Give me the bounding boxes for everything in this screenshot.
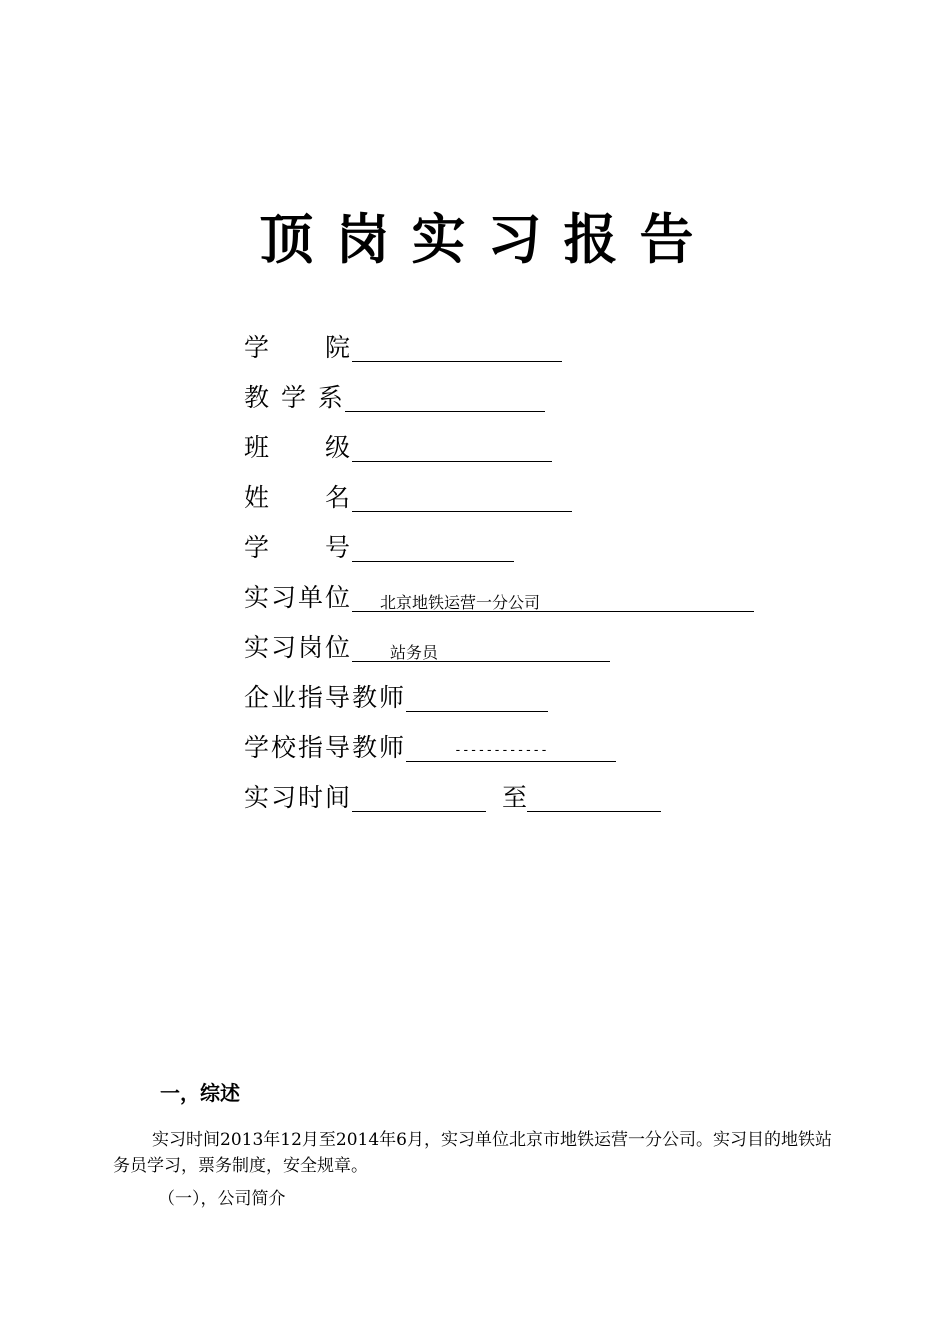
field-label-class: 班 级 [244, 433, 353, 462]
field-value-school-mentor: ------------ [454, 743, 548, 758]
section-heading-overview: 一，综述 [160, 1081, 240, 1105]
field-line-name [352, 481, 572, 512]
field-college [244, 328, 562, 368]
field-label-period-to: 至 [502, 783, 528, 812]
field-label-college: 学 院 [244, 333, 353, 362]
field-value-position: 站务员 [390, 643, 439, 662]
field-label-name: 姓 名 [244, 483, 353, 512]
field-class [244, 428, 552, 468]
field-school-mentor [244, 728, 616, 768]
field-position [244, 628, 610, 668]
field-name [244, 478, 572, 518]
field-line-period-end [527, 781, 661, 812]
field-line-school-mentor [406, 731, 616, 762]
field-label-period: 实习时间 [244, 783, 353, 812]
field-value-unit: 北京地铁运营一分公司 [380, 593, 541, 612]
field-line-class [352, 431, 552, 462]
field-label-department: 教 学 系 [244, 383, 345, 412]
field-line-unit [352, 581, 754, 612]
field-period [244, 778, 661, 818]
field-line-company-mentor [406, 681, 548, 712]
field-line-period-start [352, 781, 486, 812]
report-title: 顶岗实习报告 [259, 208, 716, 271]
field-line-college [352, 331, 562, 362]
field-department [244, 378, 545, 418]
field-line-position [352, 631, 610, 662]
field-label-position: 实习岗位 [244, 633, 353, 662]
field-company-mentor [244, 678, 548, 718]
field-line-department [345, 381, 545, 412]
field-label-company-mentor: 企业指导教师 [244, 683, 407, 712]
field-unit [244, 578, 754, 618]
subheading-company-profile: （一），公司简介 [158, 1189, 286, 1209]
field-label-student-id: 学 号 [244, 533, 353, 562]
field-line-student-id [352, 531, 514, 562]
field-student-id [244, 528, 514, 568]
field-label-school-mentor: 学校指导教师 [244, 733, 407, 762]
overview-paragraph: 实习时间2013年12月至2014年6月，实习单位北京市地铁运营一分公司。实习目的地铁站务员学习，票务制度，安全规章。 [113, 1130, 832, 1176]
field-label-unit: 实习单位 [244, 583, 353, 612]
